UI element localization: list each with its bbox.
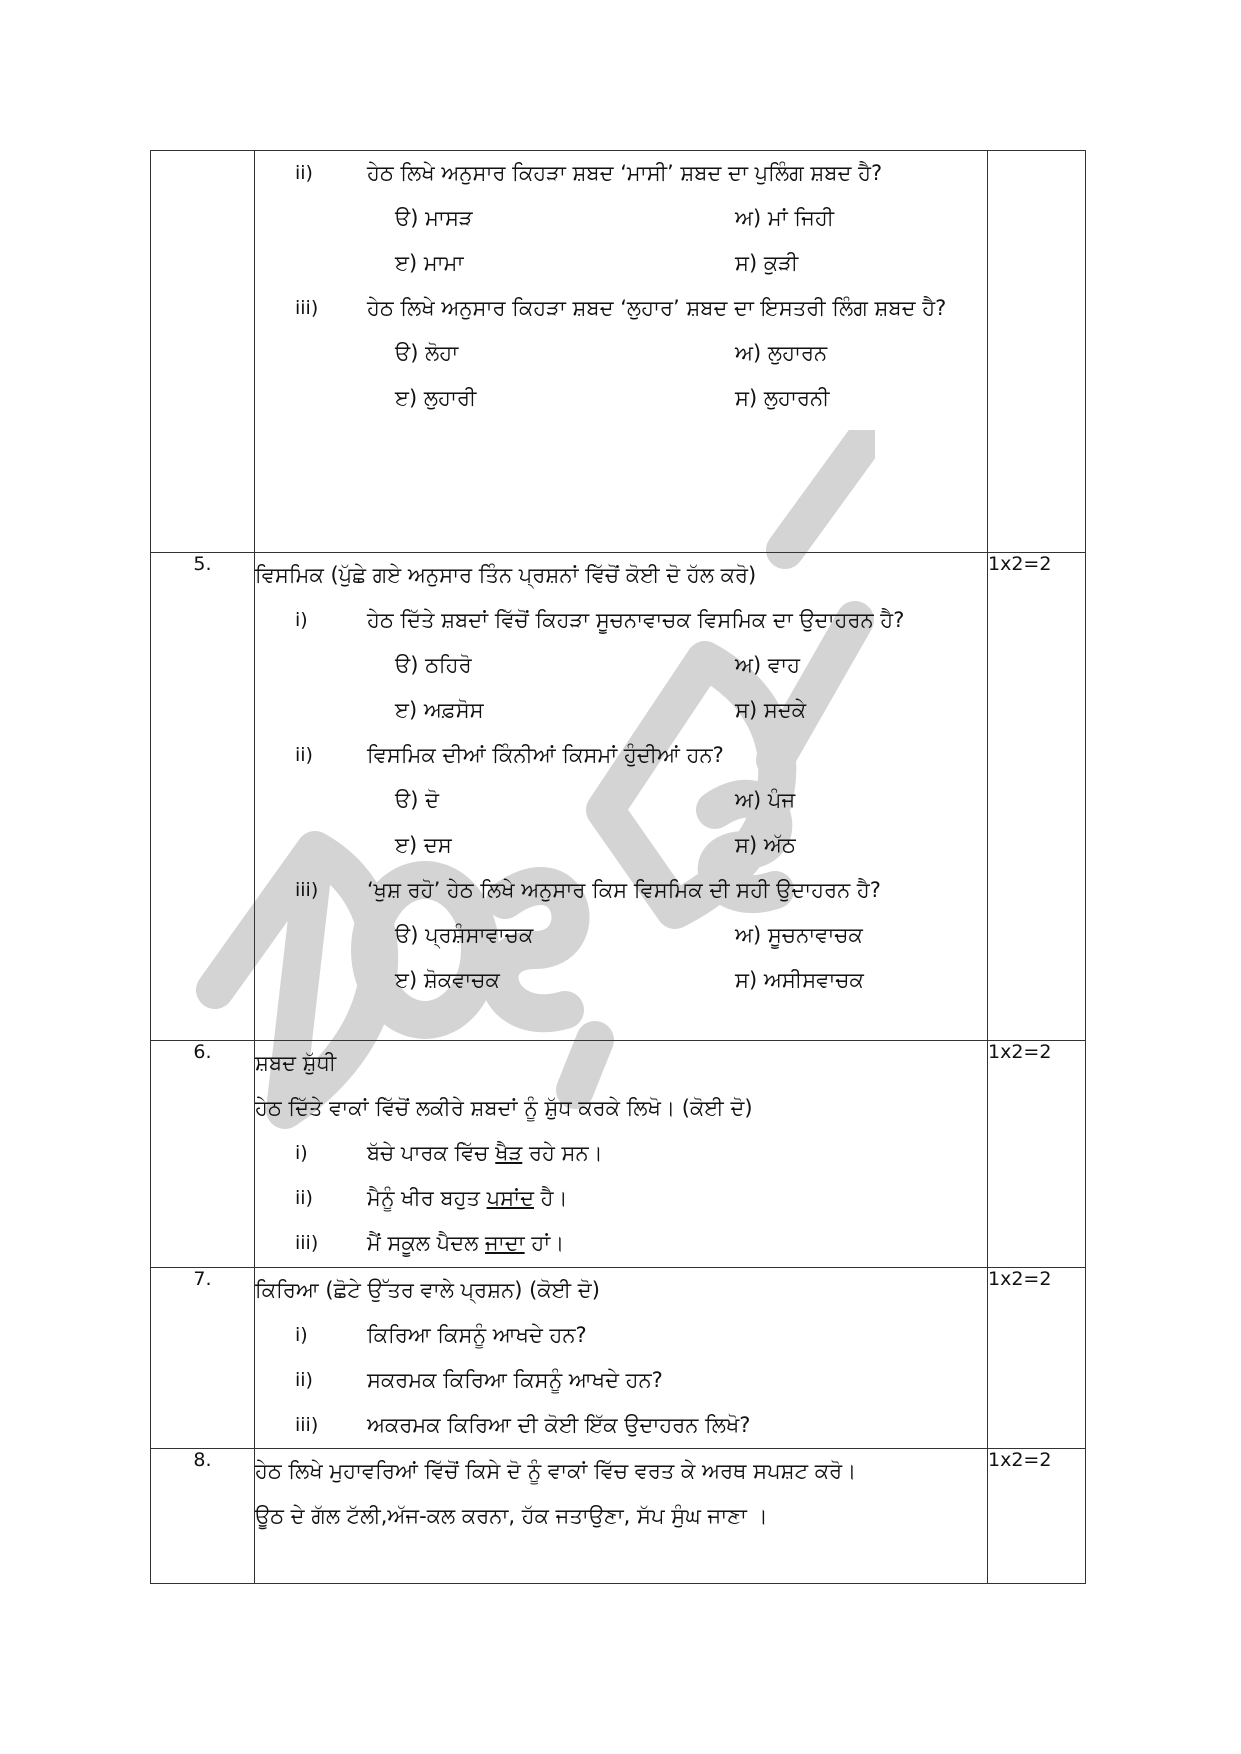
question-table <box>150 150 1086 1584</box>
sub-question <box>255 1221 987 1266</box>
option-b: ਅ) ਮਾਂ ਜਿਹੀ <box>735 206 835 230</box>
underlined-word: ਖੈੜ <box>495 1141 523 1165</box>
option-a: ੳ) ਲੋਹਾ <box>395 341 459 365</box>
question-heading: ਵਿਸਮਿਕ (ਪੁੱਛੇ ਗਏ ਅਨੁਸਾਰ ਤਿੰਨ ਪ੍ਰਸ਼ਨਾਂ ਵਿੱਚੋਂ ਕੋਈ ਦੋ ਹੱਲ ਕਰੋ) <box>255 563 757 587</box>
sub-question-roman: ii) <box>295 744 313 766</box>
options-row <box>255 331 987 376</box>
sub-question <box>255 286 987 331</box>
sub-question-roman: iii) <box>295 1232 319 1254</box>
option-c: ੲ) ਅਫ਼ਸੋਸ <box>395 698 484 722</box>
sentence-text: ਰਹੇ ਸਨ। <box>522 1141 603 1165</box>
sentence-text: ਹੈ। <box>533 1186 568 1210</box>
options-row <box>255 823 987 868</box>
sub-question-roman: ii) <box>295 1187 313 1209</box>
sub-question-stem: ‘ਖੁਸ਼ ਰਹੋ’ ਹੇਠ ਲਿਖੇ ਅਨੁਸਾਰ ਕਿਸ ਵਿਸਮਿਕ ਦੀ ਸਹੀ ਉਦਾਹਰਨ ਹੈ? <box>367 878 881 902</box>
question-content <box>255 1041 988 1268</box>
options-row <box>255 376 987 421</box>
question-row-6 <box>151 1041 1086 1268</box>
sub-question-roman: i) <box>295 1324 308 1346</box>
sub-question-roman: i) <box>295 1142 308 1164</box>
options-row <box>255 913 987 958</box>
question-number-cell <box>151 151 255 553</box>
sub-question <box>255 1403 987 1448</box>
sub-question-roman: i) <box>295 609 308 631</box>
underlined-word: ਪਸਾਂਦ <box>486 1186 534 1210</box>
option-d: ਸ) ਲੁਹਾਰਨੀ <box>735 386 830 410</box>
underlined-word: ਜਾਦਾ <box>485 1231 525 1255</box>
sub-question-stem: ਕਿਰਿਆ ਕਿਸਨੂੰ ਆਖਦੇ ਹਨ? <box>367 1323 587 1347</box>
sub-question-stem <box>367 1131 987 1176</box>
option-b: ਅ) ਸੂਚਨਾਵਾਚਕ <box>735 923 863 947</box>
question-content <box>255 1449 988 1584</box>
sub-question <box>255 1313 987 1358</box>
sub-question <box>255 733 987 778</box>
option-d: ਸ) ਕੁੜੀ <box>735 251 799 275</box>
option-c: ੲ) ਦਸ <box>395 833 452 857</box>
sub-question <box>255 1131 987 1176</box>
sub-question <box>255 868 987 913</box>
sub-question-roman: iii) <box>295 1414 319 1436</box>
marks: 1x2=2 <box>988 1268 1086 1449</box>
sub-question-stem: ਹੇਠ ਲਿਖੇ ਅਨੁਸਾਰ ਕਿਹੜਾ ਸ਼ਬਦ ‘ਲੁਹਾਰ’ ਸ਼ਬਦ ਦਾ ਇਸਤਰੀ ਲਿੰਗ ਸ਼ਬਦ ਹੈ? <box>367 296 947 320</box>
question-row-4-continued <box>151 151 1086 553</box>
marks: 1x2=2 <box>988 1041 1086 1268</box>
question-content <box>255 151 988 553</box>
sub-question <box>255 1358 987 1403</box>
sub-question-stem: ਵਿਸਮਿਕ ਦੀਆਂ ਕਿੰਨੀਆਂ ਕਿਸਮਾਂ ਹੁੰਦੀਆਂ ਹਨ? <box>367 743 724 767</box>
question-row-8 <box>151 1449 1086 1584</box>
question-content <box>255 1268 988 1449</box>
sentence-text: ਹਾਂ। <box>524 1231 565 1255</box>
sub-question <box>255 598 987 643</box>
sub-question-stem <box>367 1221 987 1266</box>
sub-question-stem: ਹੇਠ ਦਿੱਤੇ ਸ਼ਬਦਾਂ ਵਿੱਚੋਂ ਕਿਹੜਾ ਸੂਚਨਾਵਾਚਕ ਵਿਸਮਿਕ ਦਾ ਉਦਾਹਰਨ ਹੈ? <box>367 608 905 632</box>
options-row <box>255 958 987 1003</box>
option-d: ਸ) ਸਦਕੇ <box>735 698 807 722</box>
option-b: ਅ) ਵਾਹ <box>735 653 800 677</box>
options-row <box>255 778 987 823</box>
sub-question-stem: ਸਕਰਮਕ ਕਿਰਿਆ ਕਿਸਨੂੰ ਆਖਦੇ ਹਨ? <box>367 1368 663 1392</box>
option-b: ਅ) ਪੰਜ <box>735 788 796 812</box>
options-row <box>255 643 987 688</box>
sentence-text: ਮੈਂ ਸਕੂਲ ਪੈਦਲ <box>367 1231 485 1255</box>
sub-question-roman: ii) <box>295 1369 313 1391</box>
sub-question-stem: ਅਕਰਮਕ ਕਿਰਿਆ ਦੀ ਕੋਈ ਇੱਕ ਉਦਾਹਰਨ ਲਿਖੋ? <box>367 1413 751 1437</box>
sub-question-roman: ii) <box>295 162 313 184</box>
marks: 1x2=2 <box>988 553 1086 1041</box>
option-a: ੳ) ਠਹਿਰੋ <box>395 653 472 677</box>
options-row <box>255 196 987 241</box>
options-row <box>255 241 987 286</box>
sub-question-roman: iii) <box>295 879 319 901</box>
question-heading: ਕਿਰਿਆ (ਛੋਟੇ ਉੱਤਰ ਵਾਲੇ ਪ੍ਰਸ਼ਨ) (ਕੋਈ ਦੋ) <box>255 1278 600 1302</box>
question-heading: ਸ਼ਬਦ ਸ਼ੁੱਧੀ <box>255 1051 337 1075</box>
options-row <box>255 688 987 733</box>
question-row-7 <box>151 1268 1086 1449</box>
question-instruction: ਹੇਠ ਦਿੱਤੇ ਵਾਕਾਂ ਵਿੱਚੋਂ ਲਕੀਰੇ ਸ਼ਬਦਾਂ ਨੂੰ ਸ਼ੁੱਧ ਕਰਕੇ ਲਿਖੋ। (ਕੋਈ ਦੋ) <box>255 1096 753 1120</box>
question-heading: ਹੇਠ ਲਿਖੇ ਮੁਹਾਵਰਿਆਂ ਵਿੱਚੋਂ ਕਿਸੇ ਦੋ ਨੂੰ ਵਾਕਾਂ ਵਿੱਚ ਵਰਤ ਕੇ ਅਰਥ ਸਪਸ਼ਟ ਕਰੋ। <box>255 1459 857 1483</box>
sub-question <box>255 151 987 196</box>
marks: 1x2=2 <box>988 1449 1086 1584</box>
question-number: 6. <box>151 1041 255 1268</box>
option-b: ਅ) ਲੁਹਾਰਨ <box>735 341 828 365</box>
option-a: ੳ) ਦੋ <box>395 788 440 812</box>
sub-question <box>255 1176 987 1221</box>
question-number: 5. <box>151 553 255 1041</box>
sub-question-stem: ਹੇਠ ਲਿਖੇ ਅਨੁਸਾਰ ਕਿਹੜਾ ਸ਼ਬਦ ‘ਮਾਸੀ’ ਸ਼ਬਦ ਦਾ ਪੁਲਿੰਗ ਸ਼ਬਦ ਹੈ? <box>367 161 883 185</box>
question-content <box>255 553 988 1041</box>
question-number: 8. <box>151 1449 255 1584</box>
option-d: ਸ) ਅਸੀਸਵਾਚਕ <box>735 968 864 992</box>
idioms-list: ਊਠ ਦੇ ਗੱਲ ਟੱਲੀ,ਅੱਜ-ਕਲ ਕਰਨਾ, ਹੱਕ ਜਤਾਉਣਾ, ਸੱਪ ਸੁੰਘ ਜਾਣਾ । <box>255 1504 768 1528</box>
sentence-text: ਮੈਨੂੰ ਖੀਰ ਬਹੁਤ <box>367 1186 487 1210</box>
option-a: ੳ) ਪ੍ਰਸ਼ੰਸਾਵਾਚਕ <box>395 923 534 947</box>
sub-question-roman: iii) <box>295 297 319 319</box>
sub-question-stem <box>367 1176 987 1221</box>
question-number: 7. <box>151 1268 255 1449</box>
option-c: ੲ) ਸ਼ੋਕਵਾਚਕ <box>395 968 500 992</box>
option-a: ੳ) ਮਾਸੜ <box>395 206 473 230</box>
question-row-5 <box>151 553 1086 1041</box>
option-c: ੲ) ਲੁਹਾਰੀ <box>395 386 477 410</box>
marks-cell <box>988 151 1086 553</box>
option-c: ੲ) ਮਾਮਾ <box>395 251 464 275</box>
sentence-text: ਬੱਚੇ ਪਾਰਕ ਵਿੱਚ <box>367 1141 496 1165</box>
option-d: ਸ) ਅੱਠ <box>735 833 796 857</box>
